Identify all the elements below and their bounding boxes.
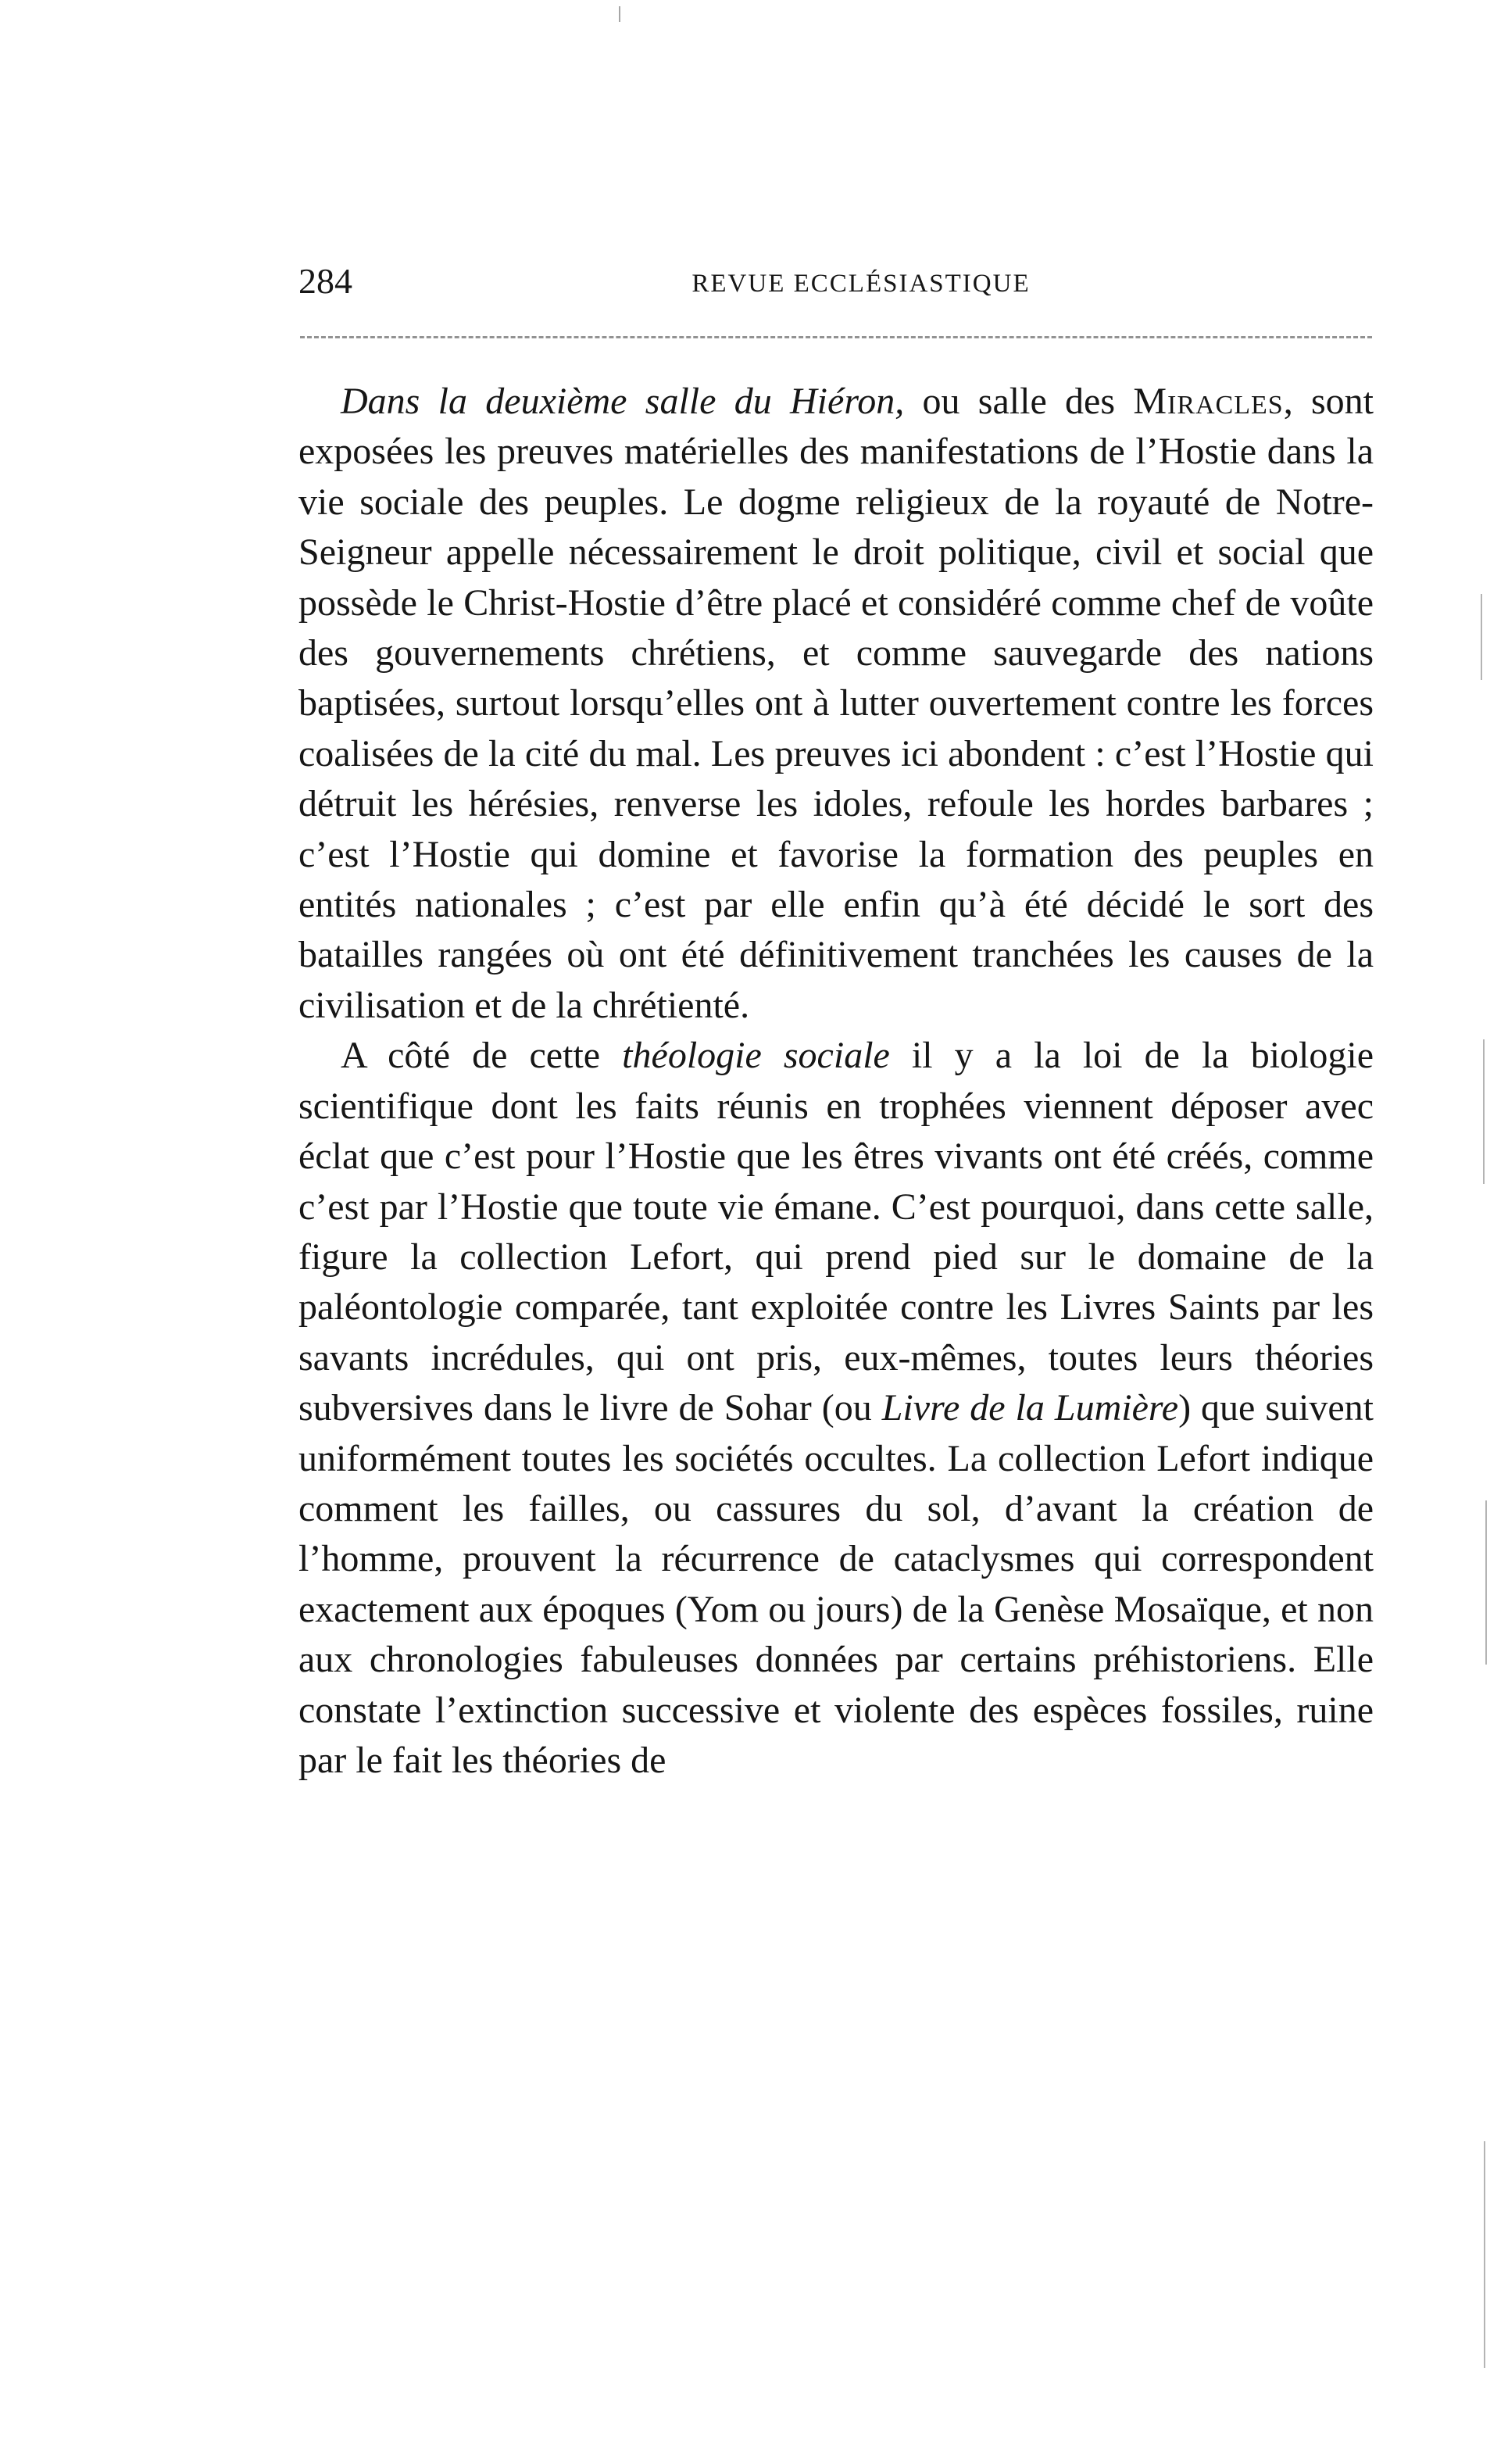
paragraph-2-part-b: ) que suivent uniformément toutes les sociétés occultes. La collection Lefort indique comment les failles, ou cassures du sol, d’avant la création de l’homme, prouvent la récurrence de cataclysmes qui correspondent exactement aux époques (Yom ou jours) de la Genèse Mosaïque, et non aux chronologies fabuleuses données par certains préhistoriens. Elle constate l’extinction successive et violente des espèces fossiles, ruine par le fait les théories de: [298, 1387, 1374, 1781]
paragraph-2: [298, 1031, 1374, 1786]
page-number: 284: [298, 261, 352, 301]
header-rule: [300, 336, 1372, 338]
running-head: REVUE ECCLÉSIASTIQUE: [691, 270, 1031, 298]
paragraph-2-start: A côté de cette: [341, 1035, 623, 1077]
margin-mark: [1485, 1500, 1487, 1665]
page-header: [298, 258, 1374, 313]
miracles-small-caps: Miracles: [1133, 381, 1284, 422]
paragraph-1-continuation: , sont exposées les preuves matérielles des manifestations de l’Hostie dans la vie sociale des peuples. Le dogme religieux de la royauté de Notre-Seigneur appelle nécessairement le droit politique, civil et social que possède le Christ-Hostie d’être placé et considéré comme chef de voûte des gouvernements chrétiens, et comme sauvegarde des nations baptisées, surtout lorsqu’elles ont à lutter ouvertement contre les forces coalisées de la cité du mal. Les preuves ici abondent : c’est l’Hostie qui détruit les hérésies, renverse les idoles, refoule les hordes barbares ; c’est l’Hostie qui domine et favorise la formation des peuples en entités nationales ; c’est par elle enfin qu’à été décidé le sort des batailles rangées où ont été définitivement tranchées les causes de la civilisation et de la chrétienté.: [298, 381, 1374, 1026]
article-text: [298, 377, 1374, 1786]
livre-de-la-lumiere-italic: Livre de la Lumière: [881, 1387, 1179, 1429]
margin-mark: [1481, 594, 1482, 680]
margin-mark: [1484, 2141, 1485, 2368]
scan-mark: [619, 6, 620, 22]
intro-text: ou salle des: [904, 381, 1134, 422]
paragraph-2-part-a: il y a la loi de la biologie scientifique dont les faits réunis en trophées viennent déposer avec éclat que c’est pour l’Hostie que les êtres vivants ont été créés, comme c’est par l’Hostie que toute vie émane. C’est pourquoi, dans cette salle, figure la collection Lefort, qui prend pied sur le domaine de la paléontologie comparée, tant exploitée contre les Livres Saints par les savants incrédules, qui ont pris, eux-mêmes, toutes leurs théories subversives dans le livre de Sohar (ou: [298, 1035, 1374, 1429]
margin-mark: [1483, 1039, 1485, 1184]
intro-italic-text: Dans la deuxième salle du Hiéron,: [341, 381, 905, 422]
paragraph-1: [298, 377, 1374, 1031]
theologie-sociale-italic: théologie sociale: [622, 1035, 890, 1077]
